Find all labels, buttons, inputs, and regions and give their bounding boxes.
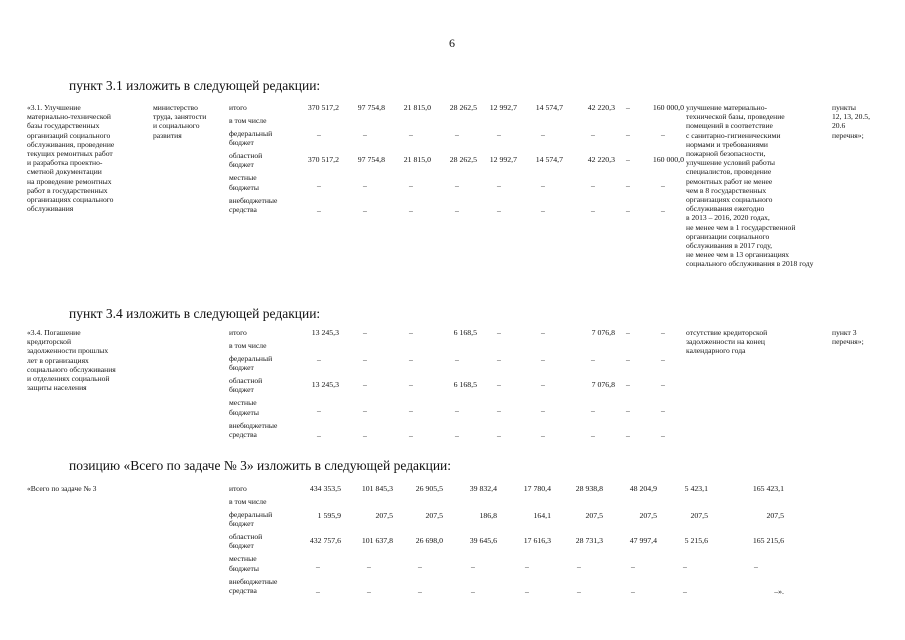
reference: пункт 3 перечня»; — [832, 328, 864, 347]
value-cell: – — [363, 355, 367, 364]
value-cell: 207,5 — [425, 511, 443, 520]
value-cell: – — [541, 380, 545, 389]
value-cell: 21 815,0 — [403, 103, 431, 112]
value-cell: 13 245,3 — [311, 328, 339, 337]
page-number: 6 — [449, 36, 455, 50]
value-cell: – — [471, 587, 475, 596]
value-cell: – — [363, 406, 367, 415]
value-cell: 28 262,5 — [449, 103, 477, 112]
value-cell: – — [626, 155, 630, 164]
reference: пункты 12, 13, 20.5, 20.6 перечня»; — [832, 103, 870, 140]
value-cell: – — [316, 587, 320, 596]
value-cell: – — [626, 380, 630, 389]
value-cell: 28 262,5 — [449, 155, 477, 164]
value-cell: – — [367, 587, 371, 596]
value-cell: 17 780,4 — [523, 484, 551, 493]
value-cell: – — [591, 206, 595, 215]
value-cell: 6 168,5 — [453, 328, 477, 337]
value-cell: 207,5 — [585, 511, 603, 520]
value-cell: – — [317, 181, 321, 190]
value-cell: – — [363, 130, 367, 139]
value-cell: – — [626, 181, 630, 190]
value-cell: – — [317, 406, 321, 415]
value-cell: – — [541, 431, 545, 440]
value-cell: – — [577, 562, 581, 571]
value-cell: – — [409, 328, 413, 337]
value-cell: – — [631, 562, 635, 571]
value-cell: 165 423,1 — [752, 484, 784, 493]
value-cell: 160 000,0 — [652, 103, 684, 112]
value-cell: – — [497, 406, 501, 415]
value-cell: 207,5 — [375, 511, 393, 520]
value-cell: 5 423,1 — [684, 484, 708, 493]
value-cell: – — [317, 431, 321, 440]
value-cell: 1 595,9 — [317, 511, 341, 520]
value-cell: – — [754, 562, 758, 571]
value-cell: 97 754,8 — [357, 155, 385, 164]
value-cell: – — [409, 355, 413, 364]
value-cell: – — [683, 587, 687, 596]
value-cell: 164,1 — [533, 511, 551, 520]
value-cell: 28 938,8 — [575, 484, 603, 493]
value-cell: 207,5 — [766, 511, 784, 520]
value-cell: – — [418, 587, 422, 596]
value-cell: – — [455, 431, 459, 440]
value-cell: 207,5 — [639, 511, 657, 520]
value-cell: – — [409, 206, 413, 215]
funding-source-labels: итого в том числе федеральный бюджет областной бюджет местные бюджеты внебюджетные средства — [229, 328, 278, 439]
value-cell: – — [409, 380, 413, 389]
value-cell: 6 168,5 — [453, 380, 477, 389]
value-cell: – — [455, 206, 459, 215]
value-cell: – — [525, 587, 529, 596]
value-cell: – — [316, 562, 320, 571]
value-cell: – — [471, 562, 475, 571]
value-cell: – — [591, 431, 595, 440]
value-cell: –». — [774, 587, 784, 596]
value-cell: – — [661, 181, 665, 190]
value-cell: – — [626, 355, 630, 364]
item-name: «Всего по задаче № 3 — [27, 484, 97, 493]
value-cell: 14 574,7 — [535, 155, 563, 164]
funding-source-labels: итого в том числе федеральный бюджет областной бюджет местные бюджеты внебюджетные средства — [229, 103, 278, 214]
value-cell: – — [683, 562, 687, 571]
value-cell: – — [661, 406, 665, 415]
value-cell: 48 204,9 — [629, 484, 657, 493]
value-cell: – — [631, 587, 635, 596]
value-cell: 160 000,0 — [652, 155, 684, 164]
value-cell: 26 698,0 — [415, 536, 443, 545]
value-cell: – — [541, 355, 545, 364]
value-cell: 28 731,3 — [575, 536, 603, 545]
value-cell: – — [367, 562, 371, 571]
value-cell: – — [626, 103, 630, 112]
value-cell: – — [363, 380, 367, 389]
value-cell: – — [541, 406, 545, 415]
value-cell: – — [409, 431, 413, 440]
value-cell: – — [661, 355, 665, 364]
value-cell: 26 905,5 — [415, 484, 443, 493]
value-cell: – — [541, 181, 545, 190]
value-cell: 186,8 — [479, 511, 497, 520]
value-cell: 17 616,3 — [523, 536, 551, 545]
value-cell: 39 645,6 — [469, 536, 497, 545]
value-cell: 370 517,2 — [307, 155, 339, 164]
value-cell: – — [455, 355, 459, 364]
value-cell: – — [317, 130, 321, 139]
value-cell: – — [317, 206, 321, 215]
section-heading-total: позицию «Всего по задаче № 3» изложить в следующей редакции: — [69, 458, 452, 473]
section-heading-3-4: пункт 3.4 изложить в следующей редакции: — [69, 306, 321, 321]
value-cell: – — [497, 380, 501, 389]
value-cell: – — [591, 406, 595, 415]
funding-source-labels: итого в том числе федеральный бюджет областной бюджет местные бюджеты внебюджетные средства — [229, 484, 278, 595]
value-cell: – — [317, 355, 321, 364]
item-name: «3.4. Погашение кредиторской задолженности прошлых лет в организациях социального обслуживания и отделениях социальной защиты населения — [27, 328, 116, 393]
value-cell: – — [363, 181, 367, 190]
value-cell: – — [409, 181, 413, 190]
value-cell: – — [418, 562, 422, 571]
value-cell: – — [497, 181, 501, 190]
value-cell: – — [409, 130, 413, 139]
value-cell: 432 757,6 — [309, 536, 341, 545]
expected-result: улучшение материально- технической базы, проведение помещений в соответствие с санитарно-гигиеническими нормами и требованиями пожарной безопасности, улучшение условий работы специалистов, проведение ремонтных работ не менее чем в 8 государственных организациях социального обслуживания ежегодно в 2013 – 2016, 2020 годах, не менее чем в 1 государственной организации социального обслуживания в 2017 году, не менее чем в 13 организациях социального обслуживания в 2018 году — [686, 103, 814, 269]
value-cell: – — [661, 130, 665, 139]
value-cell: 165 215,6 — [752, 536, 784, 545]
value-cell: 12 992,7 — [489, 155, 517, 164]
value-cell: – — [541, 206, 545, 215]
value-cell: – — [541, 130, 545, 139]
value-cell: – — [497, 206, 501, 215]
value-cell: – — [626, 431, 630, 440]
value-cell: – — [626, 328, 630, 337]
value-cell: – — [577, 587, 581, 596]
value-cell: 13 245,3 — [311, 380, 339, 389]
expected-result: отсутствие кредиторской задолженности на конец календарного года — [686, 328, 768, 356]
value-cell: – — [363, 206, 367, 215]
value-cell: – — [363, 328, 367, 337]
value-cell: – — [409, 406, 413, 415]
value-cell: 47 997,4 — [629, 536, 657, 545]
value-cell: – — [363, 431, 367, 440]
value-cell: – — [661, 328, 665, 337]
value-cell: 101 845,3 — [361, 484, 393, 493]
executor: министерство труда, занятости и социального развития — [153, 103, 207, 140]
value-cell: 370 517,2 — [307, 103, 339, 112]
value-cell: – — [591, 130, 595, 139]
value-cell: – — [497, 431, 501, 440]
value-cell: 434 353,5 — [309, 484, 341, 493]
item-name: «3.1. Улучшение материально-технической базы государственных организаций социального обслуживания, проведение текущих ремонтных работ и разработка проектно- сметной документации на проведение ремонтных работ в государственных организациях социального обслуживания — [27, 103, 115, 214]
section-heading-3-1: пункт 3.1 изложить в следующей редакции: — [69, 78, 321, 93]
value-cell: – — [661, 380, 665, 389]
value-cell: – — [497, 355, 501, 364]
value-cell: 21 815,0 — [403, 155, 431, 164]
value-cell: 12 992,7 — [489, 103, 517, 112]
value-cell: 101 637,8 — [361, 536, 393, 545]
value-cell: 5 215,6 — [684, 536, 708, 545]
value-cell: – — [661, 431, 665, 440]
value-cell: 42 220,3 — [587, 155, 615, 164]
value-cell: – — [455, 406, 459, 415]
value-cell: – — [541, 328, 545, 337]
value-cell: 14 574,7 — [535, 103, 563, 112]
value-cell: – — [497, 328, 501, 337]
value-cell: – — [591, 181, 595, 190]
value-cell: – — [455, 181, 459, 190]
value-cell: – — [626, 130, 630, 139]
value-cell: – — [525, 562, 529, 571]
value-cell: – — [626, 406, 630, 415]
value-cell: 207,5 — [690, 511, 708, 520]
value-cell: – — [661, 206, 665, 215]
value-cell: 7 076,8 — [591, 380, 615, 389]
value-cell: – — [591, 355, 595, 364]
value-cell: 39 832,4 — [469, 484, 497, 493]
value-cell: 42 220,3 — [587, 103, 615, 112]
value-cell: 7 076,8 — [591, 328, 615, 337]
value-cell: – — [497, 130, 501, 139]
value-cell: – — [626, 206, 630, 215]
value-cell: – — [455, 130, 459, 139]
value-cell: 97 754,8 — [357, 103, 385, 112]
